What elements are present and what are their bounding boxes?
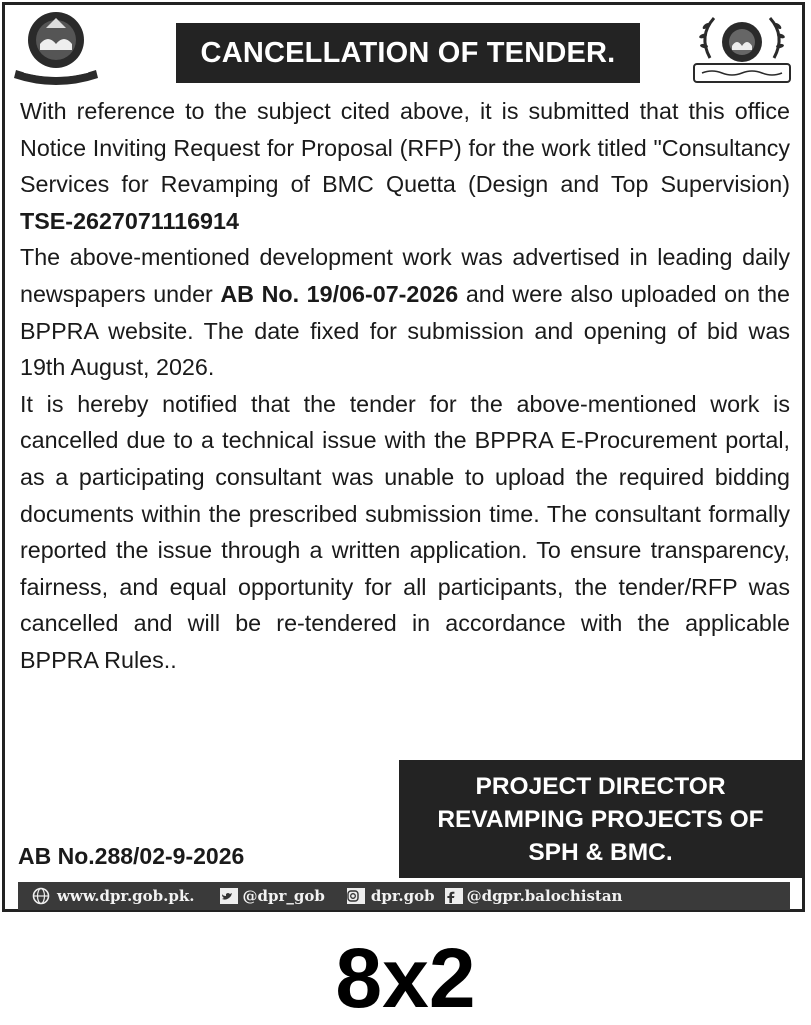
signatory-block (399, 760, 802, 878)
footer-bar (18, 882, 790, 910)
instagram-handle: dpr.gob (370, 887, 435, 905)
facebook-icon (445, 888, 463, 904)
paragraph-advertisement-text-a: The above-mentioned development work was advertised in leading daily newspapers under (20, 244, 790, 307)
footer-instagram (347, 887, 435, 905)
tender-id: TSE-2627071116914 (20, 207, 239, 234)
paragraph-advertisement (20, 239, 790, 385)
paragraph-reference (20, 93, 790, 239)
footer-website (30, 887, 194, 905)
notice-body (20, 93, 790, 679)
facebook-handle: @dgpr.balochistan (466, 887, 623, 905)
twitter-icon (220, 888, 238, 904)
notice-title: CANCELLATION OF TENDER. (176, 23, 640, 83)
ab-reference: AB No.288/02-9-2026 (18, 843, 245, 869)
balochistan-emblem-icon (10, 6, 102, 88)
twitter-handle: @dpr_gob (242, 887, 325, 905)
footer-facebook (445, 887, 623, 905)
paragraph-advertisement-text-b: and were also uploaded on the BPPRA website. The date fixed for submission and opening of bid was 19th August, 2026. (20, 280, 790, 381)
globe-icon (30, 887, 52, 905)
paragraph-reference-text: With reference to the subject cited above, it is submitted that this office Notice Inviting Request for Proposal (RFP) for the work titled "Consultancy Services for Revamping of BMC Quetta (Design and Top Supervision) (20, 98, 790, 198)
signatory-line-2: REVAMPING PROJECTS OF (437, 805, 764, 833)
website-text: www.dpr.gob.pk. (57, 887, 195, 905)
paragraph-cancellation: It is hereby notified that the tender for the above-mentioned work is cancelled due to a technical issue with the BPPRA E-Procurement portal, as a participating consultant was unable to upload the required bidding documents within the prescribed submission time. The consultant formally reported the issue through a written application. To ensure transparency, fairness, and equal opportunity for all participants, the tender/RFP was cancelled and will be re-tendered in accordance with the applicable BPPRA Rules.. (20, 390, 790, 673)
instagram-icon (347, 888, 365, 904)
signatory-line-1: PROJECT DIRECTOR (475, 772, 726, 800)
footer-twitter (220, 887, 324, 905)
ab-number: AB No. 19/06-07-2026 (220, 280, 459, 307)
signatory-line-3: SPH & BMC. (528, 838, 673, 866)
ad-size-label: 8x2 (335, 931, 476, 1025)
dgpr-emblem-icon (686, 10, 798, 88)
